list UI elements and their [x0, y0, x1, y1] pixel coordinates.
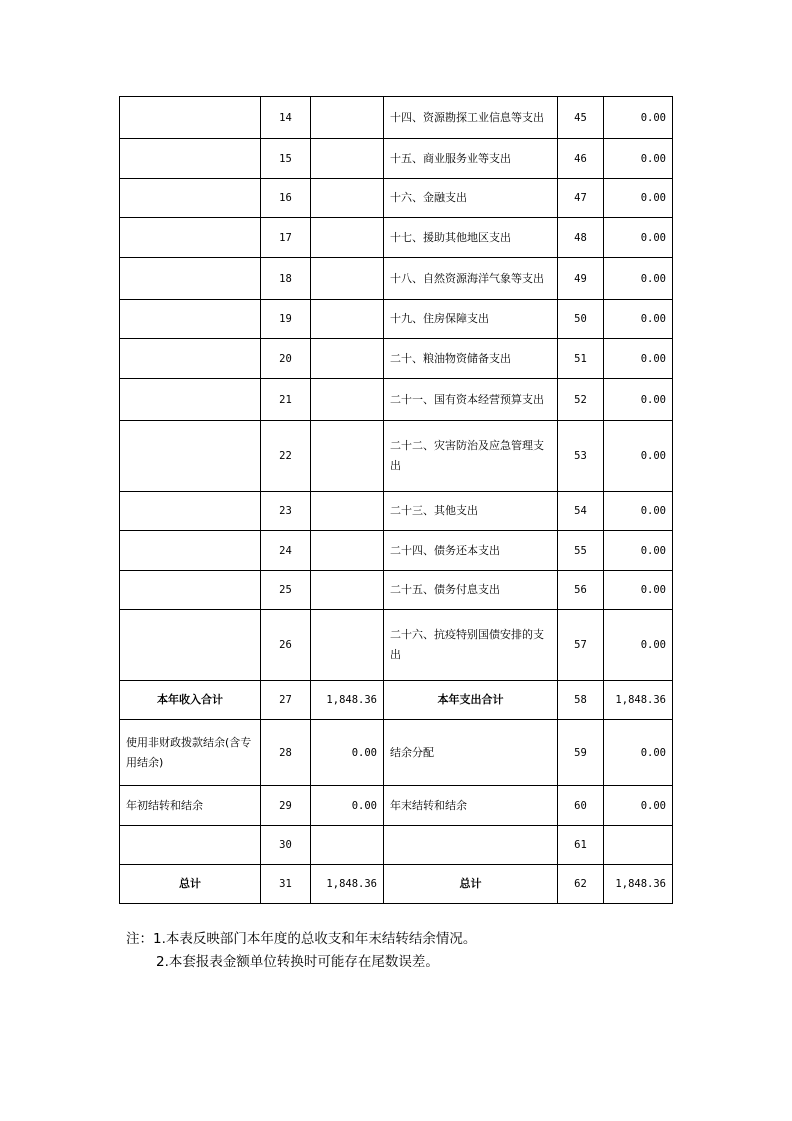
- expense-amount-cell: 0.00: [604, 339, 673, 379]
- expense-line-no-cell: 47: [558, 179, 604, 218]
- income-item-cell: [120, 339, 261, 379]
- income-line-no-cell: 25: [261, 571, 311, 610]
- expense-amount-cell: 0.00: [604, 531, 673, 571]
- income-item-cell: [120, 300, 261, 339]
- table-row: [120, 179, 673, 218]
- expense-line-no-cell: 56: [558, 571, 604, 610]
- table-row: [120, 218, 673, 258]
- expense-item-cell: 二十、粮油物资储备支出: [384, 339, 558, 379]
- expense-amount-cell: 0.00: [604, 421, 673, 492]
- expense-line-no-cell: 57: [558, 610, 604, 681]
- expense-item-cell: 结余分配: [384, 720, 558, 786]
- expense-item-cell: 十七、援助其他地区支出: [384, 218, 558, 258]
- table-row: [120, 826, 673, 865]
- income-line-no-cell: 14: [261, 97, 311, 139]
- table-row: [120, 786, 673, 826]
- income-amount-cell: [311, 339, 384, 379]
- note-line-2: 2.本套报表金额单位转换时可能存在尾数误差。: [156, 954, 439, 970]
- expense-item-cell: 二十五、债务付息支出: [384, 571, 558, 610]
- expense-line-no-cell: 51: [558, 339, 604, 379]
- income-line-no-cell: 30: [261, 826, 311, 865]
- income-line-no-cell: 31: [261, 865, 311, 904]
- expense-item-cell: 十九、住房保障支出: [384, 300, 558, 339]
- expense-line-no-cell: 46: [558, 139, 604, 179]
- income-amount-cell: [311, 571, 384, 610]
- expense-line-no-cell: 45: [558, 97, 604, 139]
- table-row: [120, 300, 673, 339]
- income-amount-cell: 1,848.36: [311, 865, 384, 904]
- expense-amount-cell: 0.00: [604, 786, 673, 826]
- income-line-no-cell: 22: [261, 421, 311, 492]
- income-item-cell: [120, 421, 261, 492]
- table-body: [120, 97, 673, 904]
- income-amount-cell: [311, 218, 384, 258]
- expense-item-cell: [384, 826, 558, 865]
- table-row: [120, 339, 673, 379]
- income-line-no-cell: 15: [261, 139, 311, 179]
- expense-line-no-cell: 50: [558, 300, 604, 339]
- expense-item-cell: 年末结转和结余: [384, 786, 558, 826]
- income-item-cell: [120, 610, 261, 681]
- expense-amount-cell: 0.00: [604, 379, 673, 421]
- expense-item-cell: 十六、金融支出: [384, 179, 558, 218]
- expense-amount-cell: 0.00: [604, 300, 673, 339]
- expense-amount-cell: 0.00: [604, 610, 673, 681]
- income-line-no-cell: 17: [261, 218, 311, 258]
- income-line-no-cell: 23: [261, 492, 311, 531]
- income-amount-cell: [311, 826, 384, 865]
- expense-item-cell: 二十三、其他支出: [384, 492, 558, 531]
- income-amount-cell: [311, 610, 384, 681]
- income-amount-cell: [311, 300, 384, 339]
- table-row: [120, 97, 673, 139]
- income-line-no-cell: 26: [261, 610, 311, 681]
- income-line-no-cell: 19: [261, 300, 311, 339]
- income-line-no-cell: 20: [261, 339, 311, 379]
- expense-amount-cell: [604, 826, 673, 865]
- income-amount-cell: [311, 97, 384, 139]
- expense-item-cell: 十五、商业服务业等支出: [384, 139, 558, 179]
- expense-amount-cell: 0.00: [604, 218, 673, 258]
- table-row: [120, 258, 673, 300]
- expense-amount-cell: 1,848.36: [604, 865, 673, 904]
- expense-item-cell: 二十二、灾害防治及应急管理支出: [384, 421, 558, 492]
- income-item-cell: [120, 97, 261, 139]
- income-item-cell: 总计: [120, 865, 261, 904]
- income-item-cell: [120, 139, 261, 179]
- expense-item-cell: 本年支出合计: [384, 681, 558, 720]
- table-row: [120, 531, 673, 571]
- expense-item-cell: 总计: [384, 865, 558, 904]
- expense-line-no-cell: 58: [558, 681, 604, 720]
- income-item-cell: [120, 531, 261, 571]
- expense-line-no-cell: 55: [558, 531, 604, 571]
- income-item-cell: [120, 258, 261, 300]
- expense-line-no-cell: 59: [558, 720, 604, 786]
- income-item-cell: [120, 179, 261, 218]
- expense-item-cell: 二十四、债务还本支出: [384, 531, 558, 571]
- income-item-cell: 本年收入合计: [120, 681, 261, 720]
- table-row: [120, 379, 673, 421]
- notes: [126, 928, 476, 974]
- income-amount-cell: 0.00: [311, 720, 384, 786]
- income-amount-cell: [311, 492, 384, 531]
- income-line-no-cell: 16: [261, 179, 311, 218]
- expense-line-no-cell: 60: [558, 786, 604, 826]
- expense-amount-cell: 0.00: [604, 139, 673, 179]
- table-row: [120, 571, 673, 610]
- expense-item-cell: 二十六、抗疫特别国债安排的支出: [384, 610, 558, 681]
- expense-item-cell: 十四、资源勘探工业信息等支出: [384, 97, 558, 139]
- expense-item-cell: 二十一、国有资本经营预算支出: [384, 379, 558, 421]
- table-row: [120, 720, 673, 786]
- income-item-cell: 年初结转和结余: [120, 786, 261, 826]
- expense-line-no-cell: 62: [558, 865, 604, 904]
- expense-line-no-cell: 49: [558, 258, 604, 300]
- expense-line-no-cell: 61: [558, 826, 604, 865]
- income-amount-cell: [311, 258, 384, 300]
- table-row: [120, 139, 673, 179]
- expense-amount-cell: 0.00: [604, 97, 673, 139]
- income-amount-cell: [311, 531, 384, 571]
- income-amount-cell: [311, 379, 384, 421]
- table-row: [120, 681, 673, 720]
- expense-line-no-cell: 52: [558, 379, 604, 421]
- expense-amount-cell: 0.00: [604, 571, 673, 610]
- income-amount-cell: 1,848.36: [311, 681, 384, 720]
- table-row: [120, 421, 673, 492]
- table-row: [120, 492, 673, 531]
- table-row: [120, 610, 673, 681]
- income-line-no-cell: 28: [261, 720, 311, 786]
- income-line-no-cell: 29: [261, 786, 311, 826]
- income-item-cell: [120, 492, 261, 531]
- expense-line-no-cell: 48: [558, 218, 604, 258]
- income-item-cell: [120, 218, 261, 258]
- expense-amount-cell: 0.00: [604, 179, 673, 218]
- expense-line-no-cell: 53: [558, 421, 604, 492]
- table-row: [120, 865, 673, 904]
- expense-line-no-cell: 54: [558, 492, 604, 531]
- income-line-no-cell: 21: [261, 379, 311, 421]
- income-amount-cell: [311, 421, 384, 492]
- income-line-no-cell: 27: [261, 681, 311, 720]
- expense-item-cell: 十八、自然资源海洋气象等支出: [384, 258, 558, 300]
- income-amount-cell: 0.00: [311, 786, 384, 826]
- income-line-no-cell: 24: [261, 531, 311, 571]
- note-line-1: 注：1.本表反映部门本年度的总收支和年末结转结余情况。: [126, 931, 477, 947]
- expense-amount-cell: 1,848.36: [604, 681, 673, 720]
- income-item-cell: [120, 571, 261, 610]
- income-item-cell: [120, 826, 261, 865]
- income-amount-cell: [311, 179, 384, 218]
- income-line-no-cell: 18: [261, 258, 311, 300]
- income-amount-cell: [311, 139, 384, 179]
- income-item-cell: 使用非财政拨款结余(含专用结余): [120, 720, 261, 786]
- final-accounts-table: [119, 96, 673, 904]
- expense-amount-cell: 0.00: [604, 258, 673, 300]
- expense-amount-cell: 0.00: [604, 492, 673, 531]
- expense-amount-cell: 0.00: [604, 720, 673, 786]
- income-item-cell: [120, 379, 261, 421]
